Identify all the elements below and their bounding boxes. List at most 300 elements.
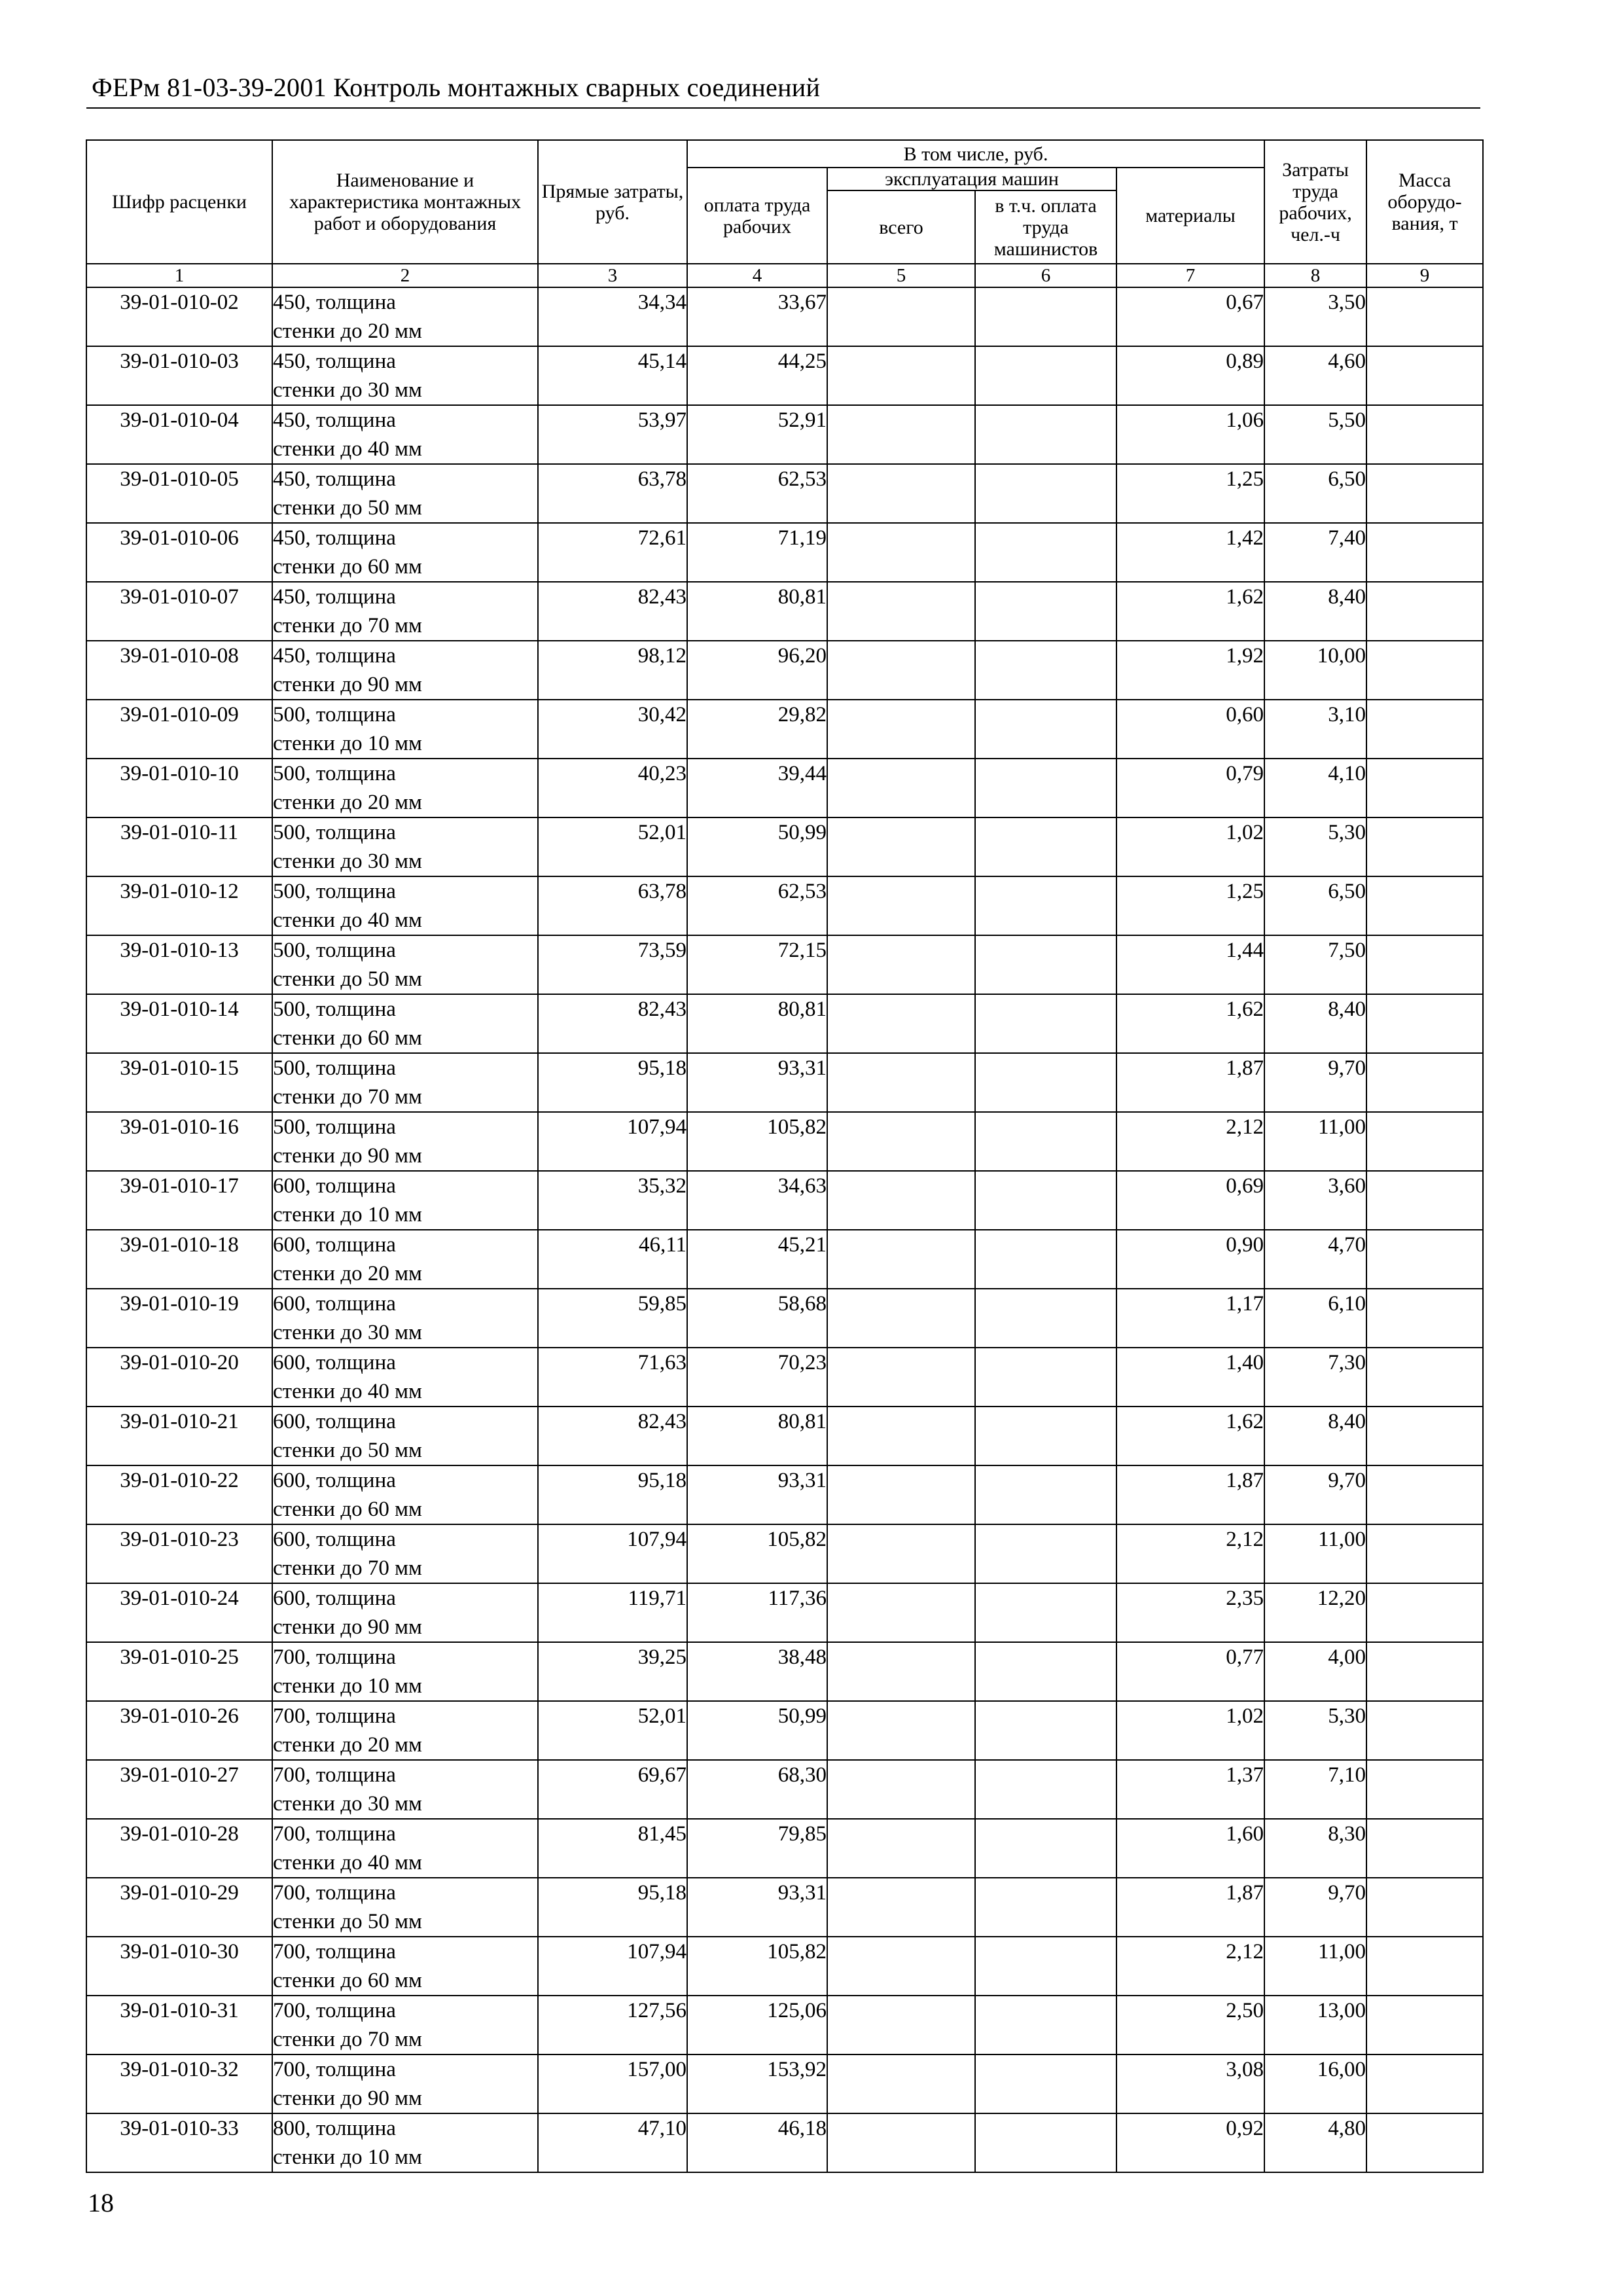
header-code: Шифр расценки	[86, 140, 272, 264]
cell-labor-pay: 34,63	[687, 1171, 827, 1230]
cell-direct-costs: 95,18	[538, 1878, 687, 1937]
name-line-2: стенки до 20 мм	[273, 791, 422, 814]
cell-machinist-pay	[975, 2054, 1116, 2113]
table-row	[86, 2113, 1483, 2172]
cell-labor-pay: 50,99	[687, 817, 827, 876]
column-number: 1	[86, 264, 272, 287]
name-line-1: 700, толщина	[273, 1645, 396, 1669]
name-line-1: 600, толщина	[273, 1292, 396, 1316]
cell-labor-pay: 105,82	[687, 1937, 827, 1996]
cell-code: 39-01-010-33	[86, 2113, 272, 2172]
column-number: 4	[687, 264, 827, 287]
cell-labor-pay: 62,53	[687, 464, 827, 523]
cell-direct-costs: 107,94	[538, 1524, 687, 1583]
cell-materials: 0,90	[1116, 1230, 1264, 1289]
cell-name	[272, 876, 538, 935]
name-line-1: 500, толщина	[273, 880, 396, 903]
cell-machines-total	[827, 1348, 975, 1407]
cell-machinist-pay	[975, 1171, 1116, 1230]
cell-labor-hours: 10,00	[1264, 641, 1366, 700]
cell-labor-pay: 80,81	[687, 1407, 827, 1465]
cell-code: 39-01-010-09	[86, 700, 272, 759]
table-row	[86, 1996, 1483, 2054]
cell-labor-pay: 153,92	[687, 2054, 827, 2113]
table-body	[86, 287, 1483, 2172]
cell-machinist-pay	[975, 1819, 1116, 1878]
cell-equipment-mass	[1366, 817, 1483, 876]
name-line-2: стенки до 60 мм	[273, 1498, 422, 1521]
cell-materials: 1,87	[1116, 1053, 1264, 1112]
table-row	[86, 1878, 1483, 1937]
cell-machines-total	[827, 523, 975, 582]
name-line-1: 500, толщина	[273, 703, 396, 726]
cell-machines-total	[827, 1230, 975, 1289]
cell-materials: 3,08	[1116, 2054, 1264, 2113]
cell-machines-total	[827, 1760, 975, 1819]
name-line-1: 450, толщина	[273, 526, 396, 550]
cell-name	[272, 1171, 538, 1230]
document-header-title: ФЕРм 81-03-39-2001 Контроль монтажных сварных соединений	[92, 73, 821, 102]
table-row	[86, 759, 1483, 817]
cell-direct-costs: 34,34	[538, 287, 687, 346]
cell-code: 39-01-010-24	[86, 1583, 272, 1642]
name-line-1: 450, толщина	[273, 467, 396, 491]
cell-direct-costs: 107,94	[538, 1937, 687, 1996]
cell-code: 39-01-010-32	[86, 2054, 272, 2113]
name-line-2: стенки до 30 мм	[273, 1792, 422, 1816]
name-line-2: стенки до 70 мм	[273, 2028, 422, 2051]
cell-name	[272, 817, 538, 876]
cell-name	[272, 1407, 538, 1465]
cell-machines-total	[827, 935, 975, 994]
cell-direct-costs: 82,43	[538, 1407, 687, 1465]
cell-labor-pay: 58,68	[687, 1289, 827, 1348]
cell-materials: 1,62	[1116, 994, 1264, 1053]
cell-equipment-mass	[1366, 523, 1483, 582]
header-rule	[86, 107, 1480, 109]
header-materials: материалы	[1116, 168, 1264, 264]
cell-machinist-pay	[975, 1878, 1116, 1937]
cell-materials: 1,42	[1116, 523, 1264, 582]
table-row	[86, 1583, 1483, 1642]
cell-equipment-mass	[1366, 876, 1483, 935]
cell-materials: 0,69	[1116, 1171, 1264, 1230]
cell-equipment-mass	[1366, 2113, 1483, 2172]
cell-code: 39-01-010-29	[86, 1878, 272, 1937]
cell-code: 39-01-010-12	[86, 876, 272, 935]
table-row	[86, 1112, 1483, 1171]
cell-labor-pay: 93,31	[687, 1465, 827, 1524]
name-line-2: стенки до 30 мм	[273, 1321, 422, 1344]
cell-direct-costs: 72,61	[538, 523, 687, 582]
cell-machinist-pay	[975, 1348, 1116, 1407]
name-line-1: 700, толщина	[273, 1822, 396, 1846]
header-including: В том числе, руб.	[687, 140, 1264, 168]
cell-machinist-pay	[975, 1937, 1116, 1996]
cell-machinist-pay	[975, 700, 1116, 759]
name-line-1: 500, толщина	[273, 762, 396, 785]
cell-direct-costs: 82,43	[538, 582, 687, 641]
cell-code: 39-01-010-07	[86, 582, 272, 641]
cell-labor-hours: 3,50	[1264, 287, 1366, 346]
cell-code: 39-01-010-23	[86, 1524, 272, 1583]
cell-code: 39-01-010-15	[86, 1053, 272, 1112]
name-line-2: стенки до 90 мм	[273, 1615, 422, 1639]
cell-name	[272, 464, 538, 523]
name-line-2: стенки до 10 мм	[273, 2145, 422, 2169]
cell-code: 39-01-010-10	[86, 759, 272, 817]
cell-equipment-mass	[1366, 1583, 1483, 1642]
cell-materials: 0,77	[1116, 1642, 1264, 1701]
cell-equipment-mass	[1366, 641, 1483, 700]
cell-machinist-pay	[975, 994, 1116, 1053]
cell-direct-costs: 63,78	[538, 464, 687, 523]
cell-direct-costs: 39,25	[538, 1642, 687, 1701]
cell-labor-hours: 7,10	[1264, 1760, 1366, 1819]
name-line-1: 450, толщина	[273, 350, 396, 373]
cell-labor-hours: 16,00	[1264, 2054, 1366, 2113]
cell-machinist-pay	[975, 876, 1116, 935]
cell-materials: 1,25	[1116, 464, 1264, 523]
cell-code: 39-01-010-14	[86, 994, 272, 1053]
cell-equipment-mass	[1366, 1112, 1483, 1171]
name-line-2: стенки до 20 мм	[273, 1262, 422, 1285]
cell-materials: 0,79	[1116, 759, 1264, 817]
table-row	[86, 1230, 1483, 1289]
cell-labor-pay: 105,82	[687, 1112, 827, 1171]
cell-machinist-pay	[975, 1583, 1116, 1642]
cell-direct-costs: 46,11	[538, 1230, 687, 1289]
cell-materials: 1,87	[1116, 1465, 1264, 1524]
cell-machines-total	[827, 1819, 975, 1878]
cell-labor-hours: 7,30	[1264, 1348, 1366, 1407]
cell-machinist-pay	[975, 1289, 1116, 1348]
name-line-1: 600, толщина	[273, 1469, 396, 1492]
cell-labor-pay: 79,85	[687, 1819, 827, 1878]
cell-name	[272, 1465, 538, 1524]
cell-machinist-pay	[975, 582, 1116, 641]
name-line-2: стенки до 70 мм	[273, 1085, 422, 1109]
table-row	[86, 1642, 1483, 1701]
name-line-1: 600, толщина	[273, 1233, 396, 1257]
cell-name	[272, 1583, 538, 1642]
cell-labor-hours: 3,60	[1264, 1171, 1366, 1230]
cell-equipment-mass	[1366, 1053, 1483, 1112]
cell-name	[272, 287, 538, 346]
cell-direct-costs: 81,45	[538, 1819, 687, 1878]
cell-code: 39-01-010-28	[86, 1819, 272, 1878]
cell-machines-total	[827, 1583, 975, 1642]
name-line-2: стенки до 70 мм	[273, 1556, 422, 1580]
table-row	[86, 817, 1483, 876]
column-number: 8	[1264, 264, 1366, 287]
cell-direct-costs: 127,56	[538, 1996, 687, 2054]
cell-machines-total	[827, 994, 975, 1053]
cell-name	[272, 2113, 538, 2172]
table-row	[86, 1348, 1483, 1407]
table-row	[86, 346, 1483, 405]
cell-materials: 2,50	[1116, 1996, 1264, 2054]
cell-equipment-mass	[1366, 1996, 1483, 2054]
cell-labor-hours: 11,00	[1264, 1524, 1366, 1583]
cell-direct-costs: 35,32	[538, 1171, 687, 1230]
cell-materials: 2,12	[1116, 1112, 1264, 1171]
cell-labor-hours: 3,10	[1264, 700, 1366, 759]
name-line-2: стенки до 50 мм	[273, 496, 422, 520]
cell-equipment-mass	[1366, 1878, 1483, 1937]
cell-materials: 1,44	[1116, 935, 1264, 994]
cell-machines-total	[827, 1701, 975, 1760]
cell-labor-hours: 4,70	[1264, 1230, 1366, 1289]
table-row	[86, 1524, 1483, 1583]
cell-machines-total	[827, 2113, 975, 2172]
cell-direct-costs: 53,97	[538, 405, 687, 464]
cell-machines-total	[827, 405, 975, 464]
column-number: 9	[1366, 264, 1483, 287]
cell-direct-costs: 52,01	[538, 817, 687, 876]
cell-machinist-pay	[975, 641, 1116, 700]
cell-name	[272, 1937, 538, 1996]
cell-labor-hours: 6,10	[1264, 1289, 1366, 1348]
name-line-1: 500, толщина	[273, 939, 396, 962]
name-line-2: стенки до 10 мм	[273, 732, 422, 755]
cell-direct-costs: 59,85	[538, 1289, 687, 1348]
cell-code: 39-01-010-19	[86, 1289, 272, 1348]
rates-table	[86, 139, 1484, 2173]
cell-equipment-mass	[1366, 405, 1483, 464]
column-number-row	[86, 264, 1483, 287]
cell-code: 39-01-010-04	[86, 405, 272, 464]
cell-direct-costs: 95,18	[538, 1465, 687, 1524]
cell-name	[272, 523, 538, 582]
cell-equipment-mass	[1366, 1171, 1483, 1230]
cell-machines-total	[827, 1407, 975, 1465]
cell-machines-total	[827, 1053, 975, 1112]
cell-equipment-mass	[1366, 1760, 1483, 1819]
cell-machines-total	[827, 700, 975, 759]
cell-direct-costs: 63,78	[538, 876, 687, 935]
cell-labor-hours: 4,10	[1264, 759, 1366, 817]
cell-labor-hours: 9,70	[1264, 1878, 1366, 1937]
name-line-2: стенки до 20 мм	[273, 319, 422, 343]
cell-labor-pay: 117,36	[687, 1583, 827, 1642]
name-line-2: стенки до 50 мм	[273, 1910, 422, 1933]
cell-labor-hours: 5,50	[1264, 405, 1366, 464]
name-line-2: стенки до 40 мм	[273, 1380, 422, 1403]
cell-machinist-pay	[975, 1701, 1116, 1760]
name-line-2: стенки до 40 мм	[273, 1851, 422, 1874]
cell-direct-costs: 40,23	[538, 759, 687, 817]
cell-direct-costs: 107,94	[538, 1112, 687, 1171]
cell-equipment-mass	[1366, 1348, 1483, 1407]
cell-labor-hours: 9,70	[1264, 1053, 1366, 1112]
name-line-2: стенки до 90 мм	[273, 1144, 422, 1168]
table-row	[86, 1289, 1483, 1348]
cell-labor-pay: 52,91	[687, 405, 827, 464]
header-direct-costs: Прямые затраты, руб.	[538, 140, 687, 264]
name-line-1: 450, толщина	[273, 408, 396, 432]
cell-labor-pay: 68,30	[687, 1760, 827, 1819]
name-line-1: 700, толщина	[273, 1763, 396, 1787]
cell-labor-hours: 11,00	[1264, 1937, 1366, 1996]
cell-code: 39-01-010-08	[86, 641, 272, 700]
cell-labor-pay: 33,67	[687, 287, 827, 346]
cell-machinist-pay	[975, 817, 1116, 876]
cell-labor-pay: 72,15	[687, 935, 827, 994]
cell-labor-pay: 80,81	[687, 994, 827, 1053]
name-line-2: стенки до 60 мм	[273, 1026, 422, 1050]
cell-machines-total	[827, 817, 975, 876]
header-equipment-mass: Масса оборудо-вания, т	[1366, 140, 1483, 264]
table-row	[86, 1407, 1483, 1465]
cell-equipment-mass	[1366, 2054, 1483, 2113]
cell-direct-costs: 45,14	[538, 346, 687, 405]
name-line-1: 700, толщина	[273, 1999, 396, 2022]
name-line-2: стенки до 50 мм	[273, 1439, 422, 1462]
cell-machinist-pay	[975, 1407, 1116, 1465]
table-row	[86, 405, 1483, 464]
name-line-2: стенки до 20 мм	[273, 1733, 422, 1757]
cell-materials: 1,92	[1116, 641, 1264, 700]
cell-name	[272, 1701, 538, 1760]
name-line-2: стенки до 50 мм	[273, 967, 422, 991]
cell-equipment-mass	[1366, 759, 1483, 817]
cell-materials: 0,67	[1116, 287, 1264, 346]
cell-machines-total	[827, 582, 975, 641]
cell-direct-costs: 71,63	[538, 1348, 687, 1407]
cell-machinist-pay	[975, 1760, 1116, 1819]
name-line-1: 500, толщина	[273, 1115, 396, 1139]
cell-labor-hours: 11,00	[1264, 1112, 1366, 1171]
cell-labor-hours: 8,40	[1264, 582, 1366, 641]
name-line-1: 450, толщина	[273, 644, 396, 668]
cell-labor-pay: 29,82	[687, 700, 827, 759]
cell-machinist-pay	[975, 935, 1116, 994]
cell-materials: 1,02	[1116, 817, 1264, 876]
name-line-2: стенки до 70 мм	[273, 614, 422, 637]
cell-name	[272, 405, 538, 464]
cell-labor-hours: 6,50	[1264, 464, 1366, 523]
cell-labor-pay: 39,44	[687, 759, 827, 817]
table-row	[86, 1819, 1483, 1878]
table-row	[86, 1465, 1483, 1524]
cell-machines-total	[827, 1524, 975, 1583]
cell-code: 39-01-010-11	[86, 817, 272, 876]
cell-name	[272, 1996, 538, 2054]
cell-machinist-pay	[975, 1465, 1116, 1524]
name-line-1: 600, толщина	[273, 1528, 396, 1551]
cell-equipment-mass	[1366, 287, 1483, 346]
cell-labor-hours: 7,50	[1264, 935, 1366, 994]
cell-machines-total	[827, 876, 975, 935]
cell-machines-total	[827, 1878, 975, 1937]
cell-code: 39-01-010-27	[86, 1760, 272, 1819]
name-line-1: 600, толщина	[273, 1410, 396, 1433]
cell-equipment-mass	[1366, 1701, 1483, 1760]
cell-direct-costs: 82,43	[538, 994, 687, 1053]
table-header	[86, 140, 1483, 287]
table-row	[86, 1701, 1483, 1760]
header-machines: эксплуатация машин	[827, 168, 1116, 190]
cell-name	[272, 994, 538, 1053]
cell-labor-hours: 4,00	[1264, 1642, 1366, 1701]
cell-name	[272, 1053, 538, 1112]
cell-direct-costs: 95,18	[538, 1053, 687, 1112]
name-line-1: 800, толщина	[273, 2117, 396, 2140]
cell-labor-pay: 93,31	[687, 1053, 827, 1112]
cell-code: 39-01-010-21	[86, 1407, 272, 1465]
cell-machines-total	[827, 287, 975, 346]
cell-materials: 1,06	[1116, 405, 1264, 464]
cell-code: 39-01-010-05	[86, 464, 272, 523]
name-line-2: стенки до 10 мм	[273, 1203, 422, 1227]
table-row	[86, 464, 1483, 523]
cell-materials: 1,62	[1116, 1407, 1264, 1465]
cell-machines-total	[827, 1937, 975, 1996]
name-line-1: 700, толщина	[273, 1704, 396, 1728]
cell-code: 39-01-010-16	[86, 1112, 272, 1171]
cell-name	[272, 1819, 538, 1878]
cell-machinist-pay	[975, 1996, 1116, 2054]
cell-name	[272, 1642, 538, 1701]
table-row	[86, 1937, 1483, 1996]
cell-machines-total	[827, 346, 975, 405]
cell-direct-costs: 69,67	[538, 1760, 687, 1819]
table-row	[86, 523, 1483, 582]
name-line-1: 700, толщина	[273, 1940, 396, 1964]
cell-labor-pay: 80,81	[687, 582, 827, 641]
cell-code: 39-01-010-30	[86, 1937, 272, 1996]
cell-materials: 0,60	[1116, 700, 1264, 759]
cell-name	[272, 700, 538, 759]
name-line-2: стенки до 40 мм	[273, 908, 422, 932]
column-number: 6	[975, 264, 1116, 287]
table-row	[86, 994, 1483, 1053]
cell-labor-pay: 62,53	[687, 876, 827, 935]
cell-direct-costs: 98,12	[538, 641, 687, 700]
cell-machines-total	[827, 1465, 975, 1524]
name-line-2: стенки до 30 мм	[273, 378, 422, 402]
cell-materials: 1,17	[1116, 1289, 1264, 1348]
column-number: 5	[827, 264, 975, 287]
cell-name	[272, 1348, 538, 1407]
name-line-1: 500, толщина	[273, 997, 396, 1021]
cell-equipment-mass	[1366, 582, 1483, 641]
cell-code: 39-01-010-13	[86, 935, 272, 994]
cell-materials: 2,12	[1116, 1524, 1264, 1583]
cell-materials: 2,35	[1116, 1583, 1264, 1642]
table-row	[86, 1053, 1483, 1112]
cell-code: 39-01-010-20	[86, 1348, 272, 1407]
table-row	[86, 935, 1483, 994]
cell-labor-pay: 38,48	[687, 1642, 827, 1701]
cell-code: 39-01-010-31	[86, 1996, 272, 2054]
table-row	[86, 700, 1483, 759]
cell-name	[272, 1878, 538, 1937]
cell-code: 39-01-010-17	[86, 1171, 272, 1230]
cell-materials: 1,02	[1116, 1701, 1264, 1760]
table-row	[86, 1760, 1483, 1819]
cell-code: 39-01-010-25	[86, 1642, 272, 1701]
cell-equipment-mass	[1366, 700, 1483, 759]
name-line-2: стенки до 60 мм	[273, 555, 422, 579]
cell-materials: 1,87	[1116, 1878, 1264, 1937]
cell-code: 39-01-010-02	[86, 287, 272, 346]
cell-equipment-mass	[1366, 994, 1483, 1053]
name-line-1: 450, толщина	[273, 585, 396, 609]
cell-labor-pay: 50,99	[687, 1701, 827, 1760]
cell-equipment-mass	[1366, 464, 1483, 523]
